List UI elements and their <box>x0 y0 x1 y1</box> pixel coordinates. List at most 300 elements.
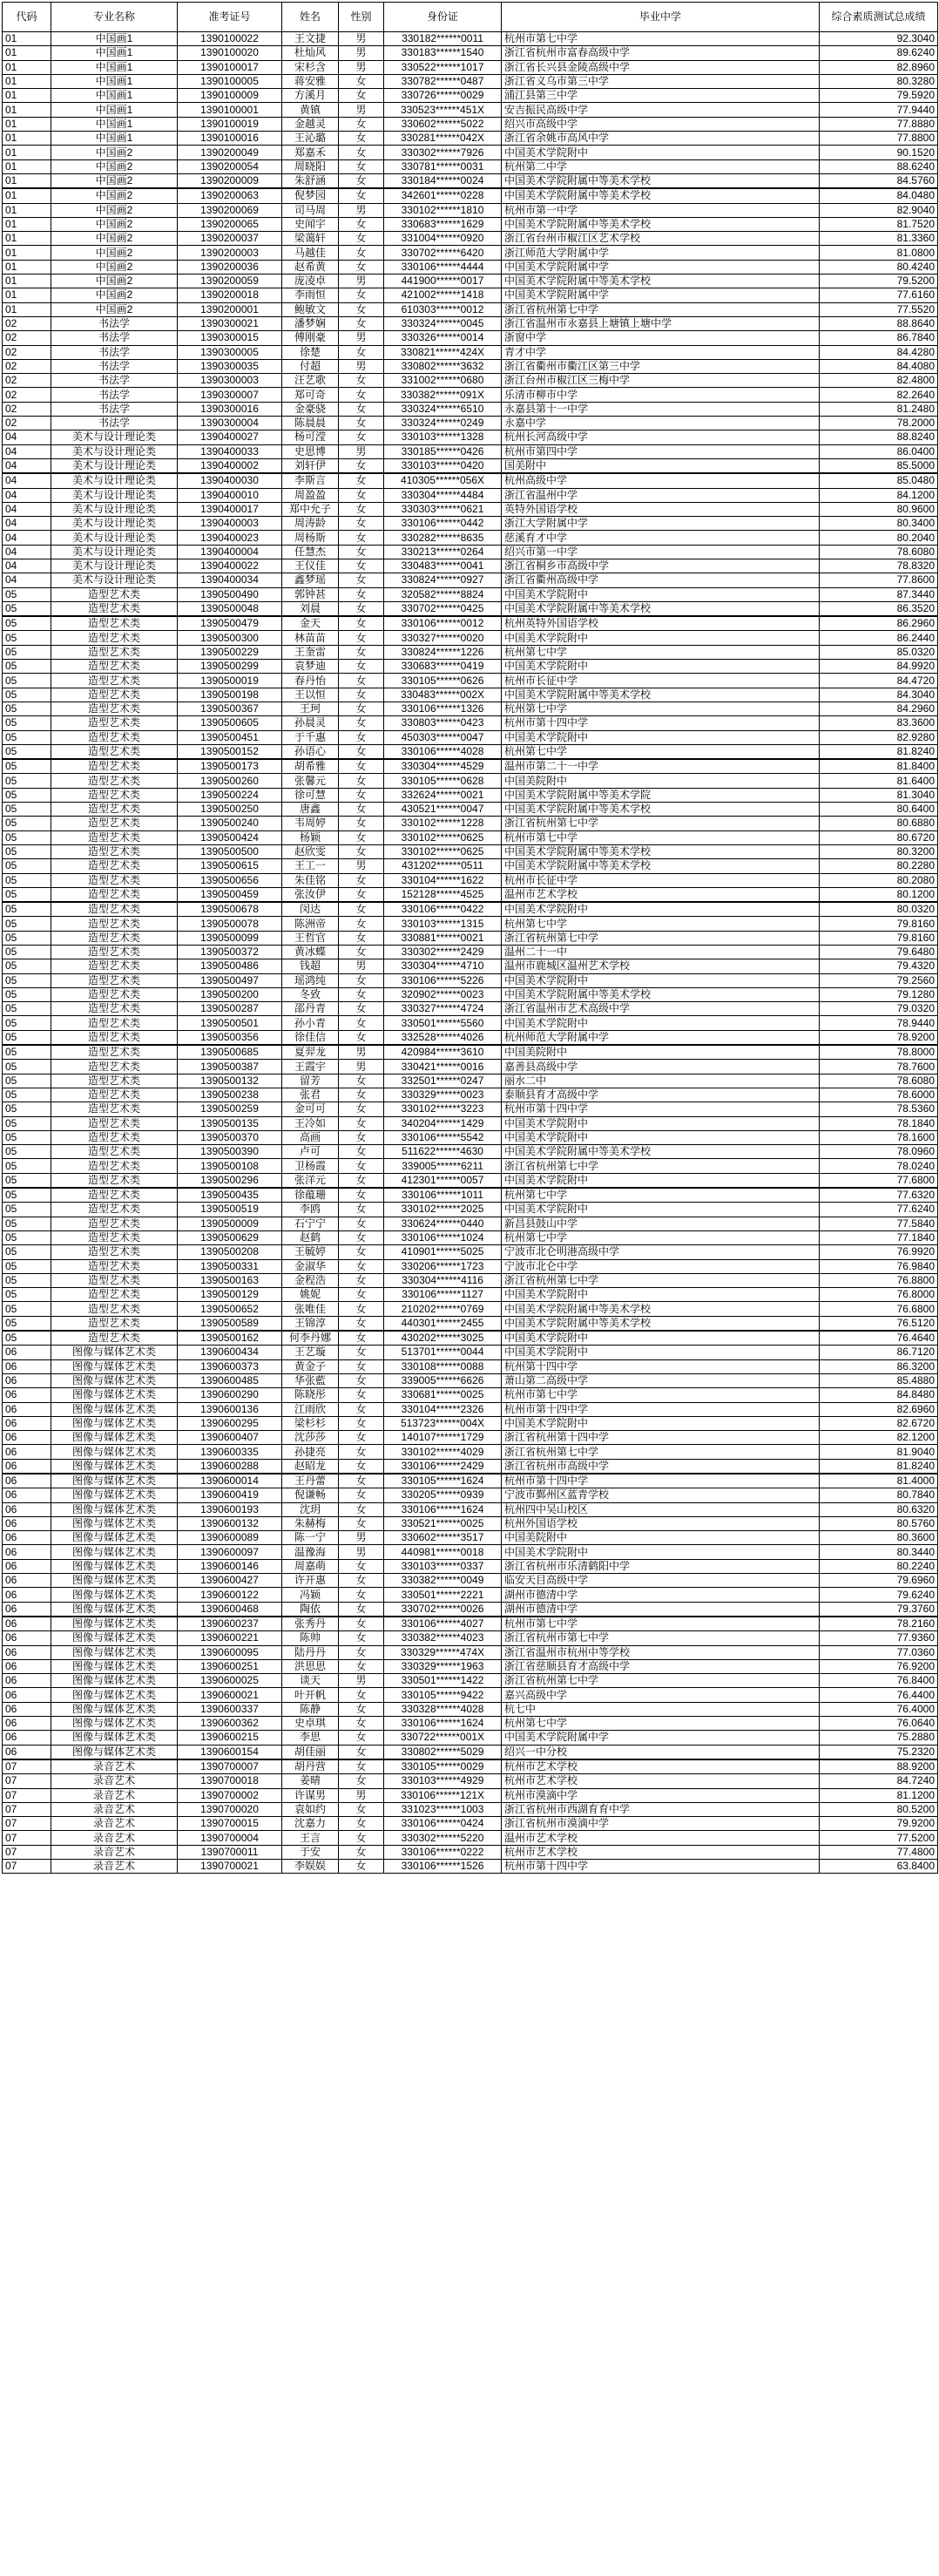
cell-name: 汪艺歌 <box>282 374 339 388</box>
table-row <box>3 60 938 74</box>
cell-id-card: 330102******2025 <box>384 1203 502 1217</box>
cell-name: 王冷如 <box>282 1116 339 1130</box>
cell-score: 78.8320 <box>820 559 938 573</box>
cell-name: 李鸥 <box>282 1203 339 1217</box>
cell-id-card: 330501******1422 <box>384 1674 502 1688</box>
table-row <box>3 774 938 788</box>
cell-score: 78.2000 <box>820 417 938 430</box>
cell-id-card: 330782******0487 <box>384 74 502 88</box>
cell-score: 88.8640 <box>820 316 938 330</box>
cell-name: 卢可 <box>282 1145 339 1159</box>
table-row <box>3 973 938 987</box>
cell-id-card: 332501******0247 <box>384 1074 502 1088</box>
cell-school: 浙江省杭州第七中学 <box>502 1159 820 1173</box>
cell-id-card: 330184******0024 <box>384 173 502 188</box>
table-row <box>3 1002 938 1016</box>
table-row <box>3 1559 938 1573</box>
cell-gender: 女 <box>339 302 384 316</box>
cell-name: 赵希黄 <box>282 260 339 274</box>
cell-id-card: 330106******1526 <box>384 1860 502 1874</box>
cell-id-card: 330106******5542 <box>384 1130 502 1144</box>
table-row <box>3 744 938 759</box>
cell-name: 周晓阳 <box>282 159 339 173</box>
table-row <box>3 1203 938 1217</box>
cell-code: 05 <box>3 859 51 873</box>
cell-school: 杭州第七中学 <box>502 702 820 715</box>
cell-major: 图像与媒体艺术类 <box>51 1702 178 1716</box>
cell-exam-no: 1390500129 <box>178 1288 282 1302</box>
cell-score: 81.0800 <box>820 246 938 260</box>
cell-code: 06 <box>3 1702 51 1716</box>
table-row <box>3 331 938 345</box>
table-row <box>3 1845 938 1859</box>
cell-score: 84.4280 <box>820 345 938 359</box>
cell-name: 倪谦畅 <box>282 1488 339 1502</box>
cell-score: 75.2320 <box>820 1745 938 1759</box>
cell-school: 浙江台州市椒江区三梅中学 <box>502 374 820 388</box>
cell-id-card: 330103******0420 <box>384 458 502 473</box>
cell-code: 05 <box>3 873 51 887</box>
cell-major: 造型艺术类 <box>51 946 178 959</box>
cell-code: 01 <box>3 117 51 131</box>
table-row <box>3 1346 938 1359</box>
cell-name: 任慧杰 <box>282 545 339 559</box>
cell-score: 80.6320 <box>820 1502 938 1516</box>
table-row <box>3 1188 938 1203</box>
cell-exam-no: 1390700018 <box>178 1774 282 1788</box>
cell-name: 陈洲帝 <box>282 917 339 931</box>
cell-major: 造型艺术类 <box>51 788 178 802</box>
cell-school: 乐清市柳市中学 <box>502 388 820 402</box>
cell-score: 80.6720 <box>820 830 938 844</box>
cell-id-card: 330702******6420 <box>384 246 502 260</box>
cell-name: 鑫梦瑶 <box>282 573 339 587</box>
cell-score: 81.3040 <box>820 788 938 802</box>
table-row <box>3 146 938 159</box>
cell-major: 造型艺术类 <box>51 601 178 616</box>
cell-name: 胡佳丽 <box>282 1745 339 1759</box>
cell-id-card: 330106******1624 <box>384 1717 502 1731</box>
cell-id-card: 330282******8635 <box>384 531 502 545</box>
table-row <box>3 931 938 945</box>
cell-school: 宁波市北仑明港高级中学 <box>502 1245 820 1259</box>
table-row <box>3 1817 938 1831</box>
cell-school: 浙江省杭州第七中学 <box>502 1674 820 1688</box>
cell-school: 杭州市第十四中学 <box>502 1102 820 1116</box>
cell-school: 中国美术学院附属中等美术学校 <box>502 859 820 873</box>
cell-school: 中国美术学院附中 <box>502 1346 820 1359</box>
cell-gender: 男 <box>339 1060 384 1074</box>
cell-major: 造型艺术类 <box>51 1159 178 1173</box>
cell-exam-no: 1390700007 <box>178 1759 282 1774</box>
cell-school: 中国美术学院附属中等美术学校 <box>502 1316 820 1331</box>
cell-name: 朱舒涵 <box>282 173 339 188</box>
cell-score: 84.3040 <box>820 688 938 702</box>
cell-exam-no: 1390500099 <box>178 931 282 945</box>
cell-name: 张洋元 <box>282 1173 339 1188</box>
cell-score: 77.6240 <box>820 1203 938 1217</box>
cell-major: 图像与媒体艺术类 <box>51 1359 178 1373</box>
cell-name: 王艺璇 <box>282 1346 339 1359</box>
cell-major: 录音艺术 <box>51 1802 178 1816</box>
cell-id-card: 430202******3025 <box>384 1331 502 1346</box>
cell-code: 05 <box>3 1245 51 1259</box>
cell-major: 图像与媒体艺术类 <box>51 1545 178 1559</box>
cell-exam-no: 1390500108 <box>178 1159 282 1173</box>
cell-code: 02 <box>3 331 51 345</box>
cell-score: 82.1200 <box>820 1431 938 1445</box>
cell-id-card: 441900******0017 <box>384 275 502 288</box>
cell-id-card: 140107******1729 <box>384 1431 502 1445</box>
cell-score: 80.3440 <box>820 1545 938 1559</box>
cell-major: 图像与媒体艺术类 <box>51 1731 178 1745</box>
cell-code: 01 <box>3 60 51 74</box>
cell-gender: 女 <box>339 1416 384 1430</box>
cell-gender: 女 <box>339 645 384 659</box>
cell-gender: 女 <box>339 946 384 959</box>
cell-major: 图像与媒体艺术类 <box>51 1459 178 1474</box>
cell-gender: 女 <box>339 345 384 359</box>
cell-id-card: 420984******3610 <box>384 1045 502 1060</box>
cell-school: 绍兴市第一中学 <box>502 545 820 559</box>
cell-code: 06 <box>3 1545 51 1559</box>
cell-exam-no: 1390200054 <box>178 159 282 173</box>
cell-school: 浙江省衢州市衢江区第三中学 <box>502 359 820 373</box>
cell-major: 美术与设计理论类 <box>51 573 178 587</box>
cell-name: 杨可滢 <box>282 430 339 444</box>
cell-gender: 女 <box>339 159 384 173</box>
cell-code: 05 <box>3 601 51 616</box>
cell-exam-no: 1390100001 <box>178 103 282 117</box>
cell-code: 05 <box>3 1045 51 1060</box>
cell-school: 中国美术学院附属中等美术学校 <box>502 173 820 188</box>
cell-code: 01 <box>3 103 51 117</box>
cell-score: 78.9440 <box>820 1016 938 1030</box>
cell-id-card: 330102******0625 <box>384 830 502 844</box>
cell-major: 图像与媒体艺术类 <box>51 1474 178 1488</box>
cell-school: 杭州市第四中学 <box>502 444 820 458</box>
cell-gender: 女 <box>339 1130 384 1144</box>
cell-major: 造型艺术类 <box>51 587 178 601</box>
cell-gender: 女 <box>339 117 384 131</box>
table-row <box>3 217 938 231</box>
cell-major: 造型艺术类 <box>51 1316 178 1331</box>
cell-gender: 女 <box>339 1259 384 1273</box>
cell-school: 中国美术学院附属中等美术学校 <box>502 844 820 858</box>
cell-exam-no: 1390300007 <box>178 388 282 402</box>
cell-exam-no: 1390500435 <box>178 1188 282 1203</box>
cell-code: 01 <box>3 74 51 88</box>
cell-school: 浙江大学附属中学 <box>502 517 820 531</box>
cell-code: 02 <box>3 388 51 402</box>
cell-exam-no: 1390700021 <box>178 1860 282 1874</box>
table-row <box>3 1088 938 1102</box>
cell-gender: 女 <box>339 587 384 601</box>
cell-code: 04 <box>3 430 51 444</box>
cell-id-card: 330329******474X <box>384 1645 502 1659</box>
cell-exam-no: 1390500296 <box>178 1173 282 1188</box>
cell-school: 中国美术学院附中 <box>502 973 820 987</box>
cell-gender: 女 <box>339 388 384 402</box>
cell-score: 84.7240 <box>820 1774 938 1788</box>
cell-exam-no: 1390500367 <box>178 702 282 715</box>
table-row <box>3 1474 938 1488</box>
cell-code: 06 <box>3 1588 51 1602</box>
cell-id-card: 330382******091X <box>384 388 502 402</box>
cell-major: 图像与媒体艺术类 <box>51 1588 178 1602</box>
cell-school: 杭州市艺术学校 <box>502 1845 820 1859</box>
cell-id-card: 330206******1723 <box>384 1259 502 1273</box>
cell-code: 06 <box>3 1431 51 1445</box>
cell-major: 图像与媒体艺术类 <box>51 1559 178 1573</box>
table-row <box>3 1445 938 1459</box>
cell-code: 06 <box>3 1359 51 1373</box>
cell-gender: 女 <box>339 1831 384 1845</box>
cell-major: 造型艺术类 <box>51 1002 178 1016</box>
cell-name: 黄镇 <box>282 103 339 117</box>
cell-gender: 女 <box>339 1030 384 1045</box>
cell-code: 05 <box>3 1074 51 1088</box>
cell-name: 梁杉杉 <box>282 1416 339 1430</box>
cell-major: 图像与媒体艺术类 <box>51 1674 178 1688</box>
cell-score: 76.8800 <box>820 1273 938 1287</box>
cell-major: 图像与媒体艺术类 <box>51 1416 178 1430</box>
cell-exam-no: 1390500287 <box>178 1002 282 1016</box>
cell-id-card: 330304******4484 <box>384 488 502 502</box>
table-row <box>3 559 938 573</box>
cell-name: 华张藍 <box>282 1373 339 1387</box>
cell-score: 82.6720 <box>820 1416 938 1430</box>
cell-school: 中国美术学院附中 <box>502 1116 820 1130</box>
cell-major: 造型艺术类 <box>51 1259 178 1273</box>
cell-score: 86.0400 <box>820 444 938 458</box>
cell-id-card: 610303******0012 <box>384 302 502 316</box>
cell-code: 01 <box>3 89 51 103</box>
col-header-code: 代码 <box>3 3 51 32</box>
cell-school: 浙江省杭州市漠滴中学 <box>502 1817 820 1831</box>
cell-code: 05 <box>3 1331 51 1346</box>
cell-gender: 女 <box>339 89 384 103</box>
cell-exam-no: 1390700020 <box>178 1802 282 1816</box>
cell-code: 04 <box>3 458 51 473</box>
table-row <box>3 444 938 458</box>
cell-score: 79.8160 <box>820 917 938 931</box>
cell-exam-no: 1390500605 <box>178 716 282 730</box>
cell-gender: 女 <box>339 1088 384 1102</box>
cell-gender: 女 <box>339 830 384 844</box>
cell-exam-no: 1390600221 <box>178 1631 282 1645</box>
table-row <box>3 374 938 388</box>
cell-id-card: 330683******0419 <box>384 660 502 674</box>
cell-name: 王哲官 <box>282 931 339 945</box>
cell-code: 05 <box>3 702 51 715</box>
cell-school: 永嘉中学 <box>502 417 820 430</box>
table-row <box>3 288 938 302</box>
cell-major: 图像与媒体艺术类 <box>51 1745 178 1759</box>
cell-gender: 男 <box>339 1531 384 1545</box>
table-row <box>3 759 938 774</box>
cell-major: 图像与媒体艺术类 <box>51 1645 178 1659</box>
cell-code: 05 <box>3 688 51 702</box>
cell-gender: 女 <box>339 1617 384 1631</box>
cell-code: 05 <box>3 1002 51 1016</box>
cell-name: 金豪骁 <box>282 402 339 416</box>
cell-code: 01 <box>3 302 51 316</box>
cell-exam-no: 1390300015 <box>178 331 282 345</box>
cell-code: 07 <box>3 1774 51 1788</box>
cell-code: 05 <box>3 1316 51 1331</box>
cell-score: 80.2240 <box>820 1559 938 1573</box>
cell-score: 77.5520 <box>820 302 938 316</box>
table-row <box>3 946 938 959</box>
cell-exam-no: 1390500678 <box>178 902 282 917</box>
cell-major: 图像与媒体艺术类 <box>51 1388 178 1402</box>
table-row <box>3 873 938 887</box>
cell-score: 81.1200 <box>820 1788 938 1802</box>
cell-code: 06 <box>3 1488 51 1502</box>
cell-score: 77.9360 <box>820 1631 938 1645</box>
table-row <box>3 388 938 402</box>
cell-exam-no: 1390500162 <box>178 1331 282 1346</box>
cell-exam-no: 1390100022 <box>178 32 282 46</box>
cell-gender: 男 <box>339 1788 384 1802</box>
cell-score: 77.8880 <box>820 117 938 131</box>
cell-id-card: 332624******0021 <box>384 788 502 802</box>
cell-gender: 女 <box>339 1745 384 1759</box>
cell-major: 书法学 <box>51 316 178 330</box>
cell-score: 83.3600 <box>820 716 938 730</box>
table-row <box>3 688 938 702</box>
cell-score: 80.3600 <box>820 1531 938 1545</box>
cell-gender: 女 <box>339 1445 384 1459</box>
cell-exam-no: 1390500500 <box>178 844 282 858</box>
cell-gender: 女 <box>339 473 384 488</box>
cell-school: 绍兴一中分校 <box>502 1745 820 1759</box>
cell-id-card: 330106******4444 <box>384 260 502 274</box>
cell-id-card: 330106******121X <box>384 1788 502 1802</box>
cell-school: 杭州市第七中学 <box>502 1388 820 1402</box>
cell-exam-no: 1390300035 <box>178 359 282 373</box>
cell-name: 金可可 <box>282 1102 339 1116</box>
cell-name: 何李丹娜 <box>282 1331 339 1346</box>
cell-id-card: 152128******4525 <box>384 887 502 902</box>
cell-score: 79.9200 <box>820 1817 938 1831</box>
cell-score: 80.2080 <box>820 873 938 887</box>
table-row <box>3 716 938 730</box>
cell-id-card: 330106******1326 <box>384 702 502 715</box>
cell-exam-no: 1390500009 <box>178 1217 282 1230</box>
cell-major: 造型艺术类 <box>51 887 178 902</box>
table-row <box>3 1488 938 1502</box>
cell-name: 潘梦娴 <box>282 316 339 330</box>
cell-score: 82.8960 <box>820 60 938 74</box>
cell-id-card: 330106******2429 <box>384 1459 502 1474</box>
cell-score: 84.4080 <box>820 359 938 373</box>
cell-code: 06 <box>3 1373 51 1387</box>
cell-score: 76.9840 <box>820 1259 938 1273</box>
cell-major: 造型艺术类 <box>51 1302 178 1316</box>
cell-school: 杭州第七中学 <box>502 744 820 759</box>
cell-score: 77.8800 <box>820 132 938 146</box>
cell-gender: 女 <box>339 973 384 987</box>
cell-major: 图像与媒体艺术类 <box>51 1659 178 1673</box>
cell-code: 04 <box>3 559 51 573</box>
cell-school: 浙江师范大学附属中学 <box>502 246 820 260</box>
cell-id-card: 450303******0047 <box>384 730 502 744</box>
cell-code: 05 <box>3 1060 51 1074</box>
cell-exam-no: 1390600237 <box>178 1617 282 1631</box>
cell-code: 05 <box>3 759 51 774</box>
table-row <box>3 788 938 802</box>
cell-id-card: 330328******4028 <box>384 1702 502 1716</box>
cell-school: 浙江省台州市椒江区艺术学校 <box>502 232 820 246</box>
cell-code: 01 <box>3 232 51 246</box>
cell-exam-no: 1390500132 <box>178 1074 282 1088</box>
cell-id-card: 330303******0621 <box>384 502 502 516</box>
cell-name: 周嘉萌 <box>282 1559 339 1573</box>
table-row <box>3 1545 938 1559</box>
cell-score: 76.6800 <box>820 1302 938 1316</box>
cell-name: 黄金子 <box>282 1359 339 1373</box>
cell-school: 中国美院附中 <box>502 774 820 788</box>
cell-code: 05 <box>3 674 51 688</box>
cell-score: 77.5200 <box>820 1831 938 1845</box>
cell-id-card: 330802******3632 <box>384 359 502 373</box>
cell-major: 美术与设计理论类 <box>51 488 178 502</box>
cell-name: 于千惠 <box>282 730 339 744</box>
cell-code: 05 <box>3 817 51 830</box>
cell-name: 钱超 <box>282 959 339 973</box>
cell-id-card: 330327******0020 <box>384 631 502 645</box>
cell-school: 浙江省杭州第七中学 <box>502 931 820 945</box>
cell-code: 01 <box>3 246 51 260</box>
cell-exam-no: 1390600407 <box>178 1431 282 1445</box>
cell-name: 周杨斯 <box>282 531 339 545</box>
cell-exam-no: 1390600122 <box>178 1588 282 1602</box>
cell-exam-no: 1390500229 <box>178 645 282 659</box>
cell-exam-no: 1390400030 <box>178 473 282 488</box>
cell-name: 李雨恒 <box>282 288 339 302</box>
cell-code: 04 <box>3 502 51 516</box>
cell-school: 温州二十一中 <box>502 946 820 959</box>
cell-code: 04 <box>3 531 51 545</box>
cell-score: 86.3520 <box>820 601 938 616</box>
cell-gender: 女 <box>339 1203 384 1217</box>
cell-gender: 女 <box>339 1373 384 1387</box>
cell-exam-no: 1390500490 <box>178 587 282 601</box>
table-row <box>3 1159 938 1173</box>
cell-id-card: 330803******0423 <box>384 716 502 730</box>
cell-major: 造型艺术类 <box>51 1331 178 1346</box>
cell-major: 美术与设计理论类 <box>51 517 178 531</box>
cell-code: 05 <box>3 959 51 973</box>
cell-gender: 女 <box>339 288 384 302</box>
cell-id-card: 330324******0249 <box>384 417 502 430</box>
cell-code: 05 <box>3 917 51 931</box>
cell-name: 方溪月 <box>282 89 339 103</box>
cell-exam-no: 1390500459 <box>178 887 282 902</box>
table-row <box>3 302 938 316</box>
cell-school: 中国美术学院附属中学 <box>502 288 820 302</box>
cell-gender: 女 <box>339 788 384 802</box>
cell-gender: 女 <box>339 1273 384 1287</box>
cell-gender: 女 <box>339 873 384 887</box>
cell-code: 05 <box>3 803 51 817</box>
cell-major: 造型艺术类 <box>51 959 178 973</box>
cell-exam-no: 1390500300 <box>178 631 282 645</box>
cell-exam-no: 1390600095 <box>178 1645 282 1659</box>
cell-gender: 女 <box>339 573 384 587</box>
